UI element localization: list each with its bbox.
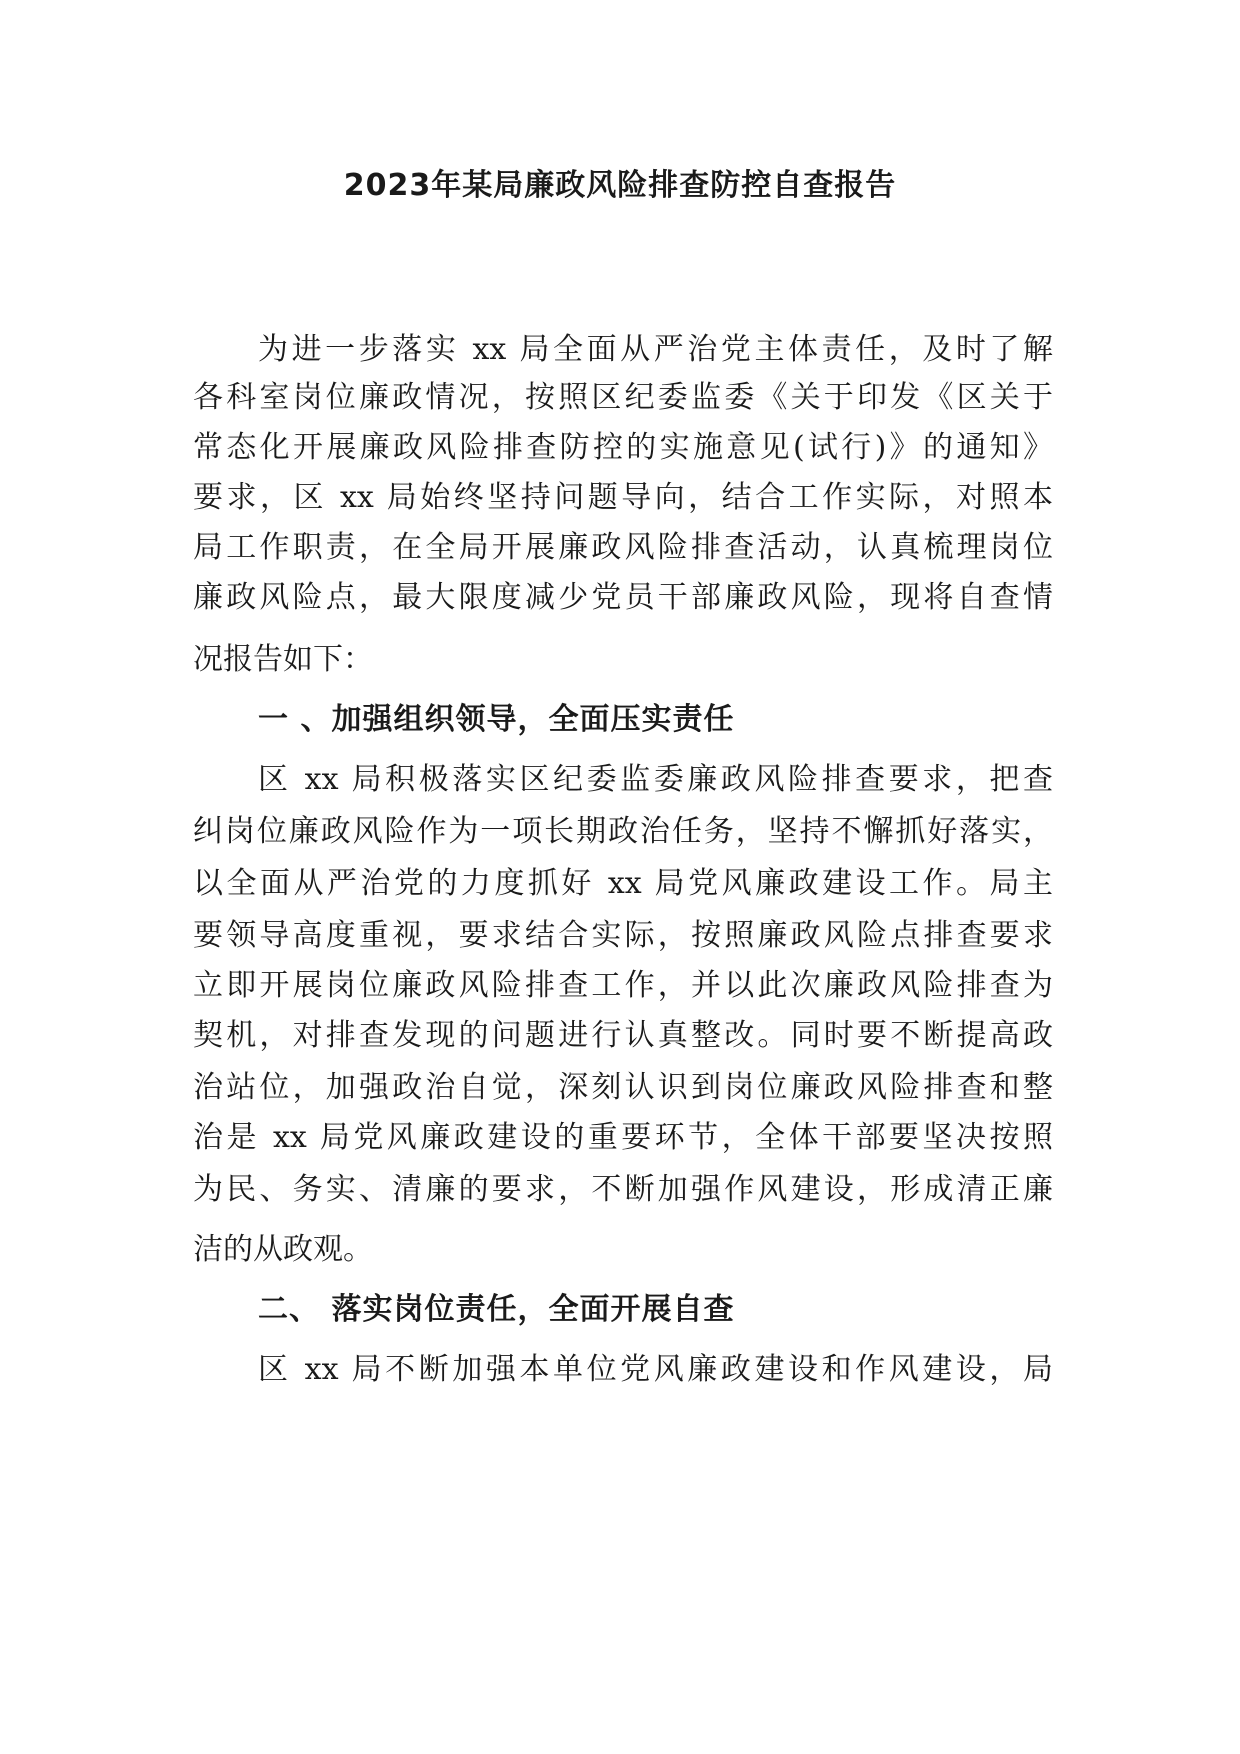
section-1-line-10: 洁的从政观。 xyxy=(193,1232,373,1267)
section-1-line-6: 契机，对排查发现的问题进行认真整改。同时要不断提高政 xyxy=(193,1018,1053,1053)
intro-line-3: 常态化开展廉政风险排查防控的实施意见(试行)》的通知》 xyxy=(193,430,1053,465)
intro-line-5: 局工作职责，在全局开展廉政风险排查活动，认真梳理岗位 xyxy=(193,530,1053,565)
section-1-line-9: 为民、务实、清廉的要求，不断加强作风建设，形成清正廉 xyxy=(193,1172,1053,1207)
document-title: 2023年某局廉政风险排查防控自查报告 xyxy=(343,168,897,203)
section-1-line-7: 治站位，加强政治自觉，深刻认识到岗位廉政风险排查和整 xyxy=(193,1070,1053,1105)
intro-line-1: 为进一步落实 xx 局全面从严治党主体责任，及时了解 xyxy=(258,332,1053,367)
section-1-heading: 一 、加强组织领导，全面压实责任 xyxy=(258,702,735,737)
section-1-line-2: 纠岗位廉政风险作为一项长期政治任务，坚持不懈抓好落实， xyxy=(193,814,1053,849)
section-1-line-3: 以全面从严治党的力度抓好 xx 局党风廉政建设工作。局主 xyxy=(193,866,1053,901)
section-2-line-1: 区 xx 局不断加强本单位党风廉政建设和作风建设，局 xyxy=(258,1352,1053,1387)
section-1-line-8: 治是 xx 局党风廉政建设的重要环节，全体干部要坚决按照 xyxy=(193,1120,1053,1155)
intro-line-6: 廉政风险点，最大限度减少党员干部廉政风险，现将自查情 xyxy=(193,580,1053,615)
intro-line-4: 要求，区 xx 局始终坚持问题导向，结合工作实际，对照本 xyxy=(193,480,1053,515)
section-1-line-5: 立即开展岗位廉政风险排查工作，并以此次廉政风险排查为 xyxy=(193,968,1053,1003)
section-2-heading: 二、 落实岗位责任，全面开展自查 xyxy=(258,1292,735,1327)
section-1-line-1: 区 xx 局积极落实区纪委监委廉政风险排查要求，把查 xyxy=(258,762,1053,797)
section-1-line-4: 要领导高度重视，要求结合实际，按照廉政风险点排查要求 xyxy=(193,918,1053,953)
intro-line-2: 各科室岗位廉政情况，按照区纪委监委《关于印发《区关于 xyxy=(193,380,1053,415)
intro-line-7: 况报告如下： xyxy=(193,642,373,677)
